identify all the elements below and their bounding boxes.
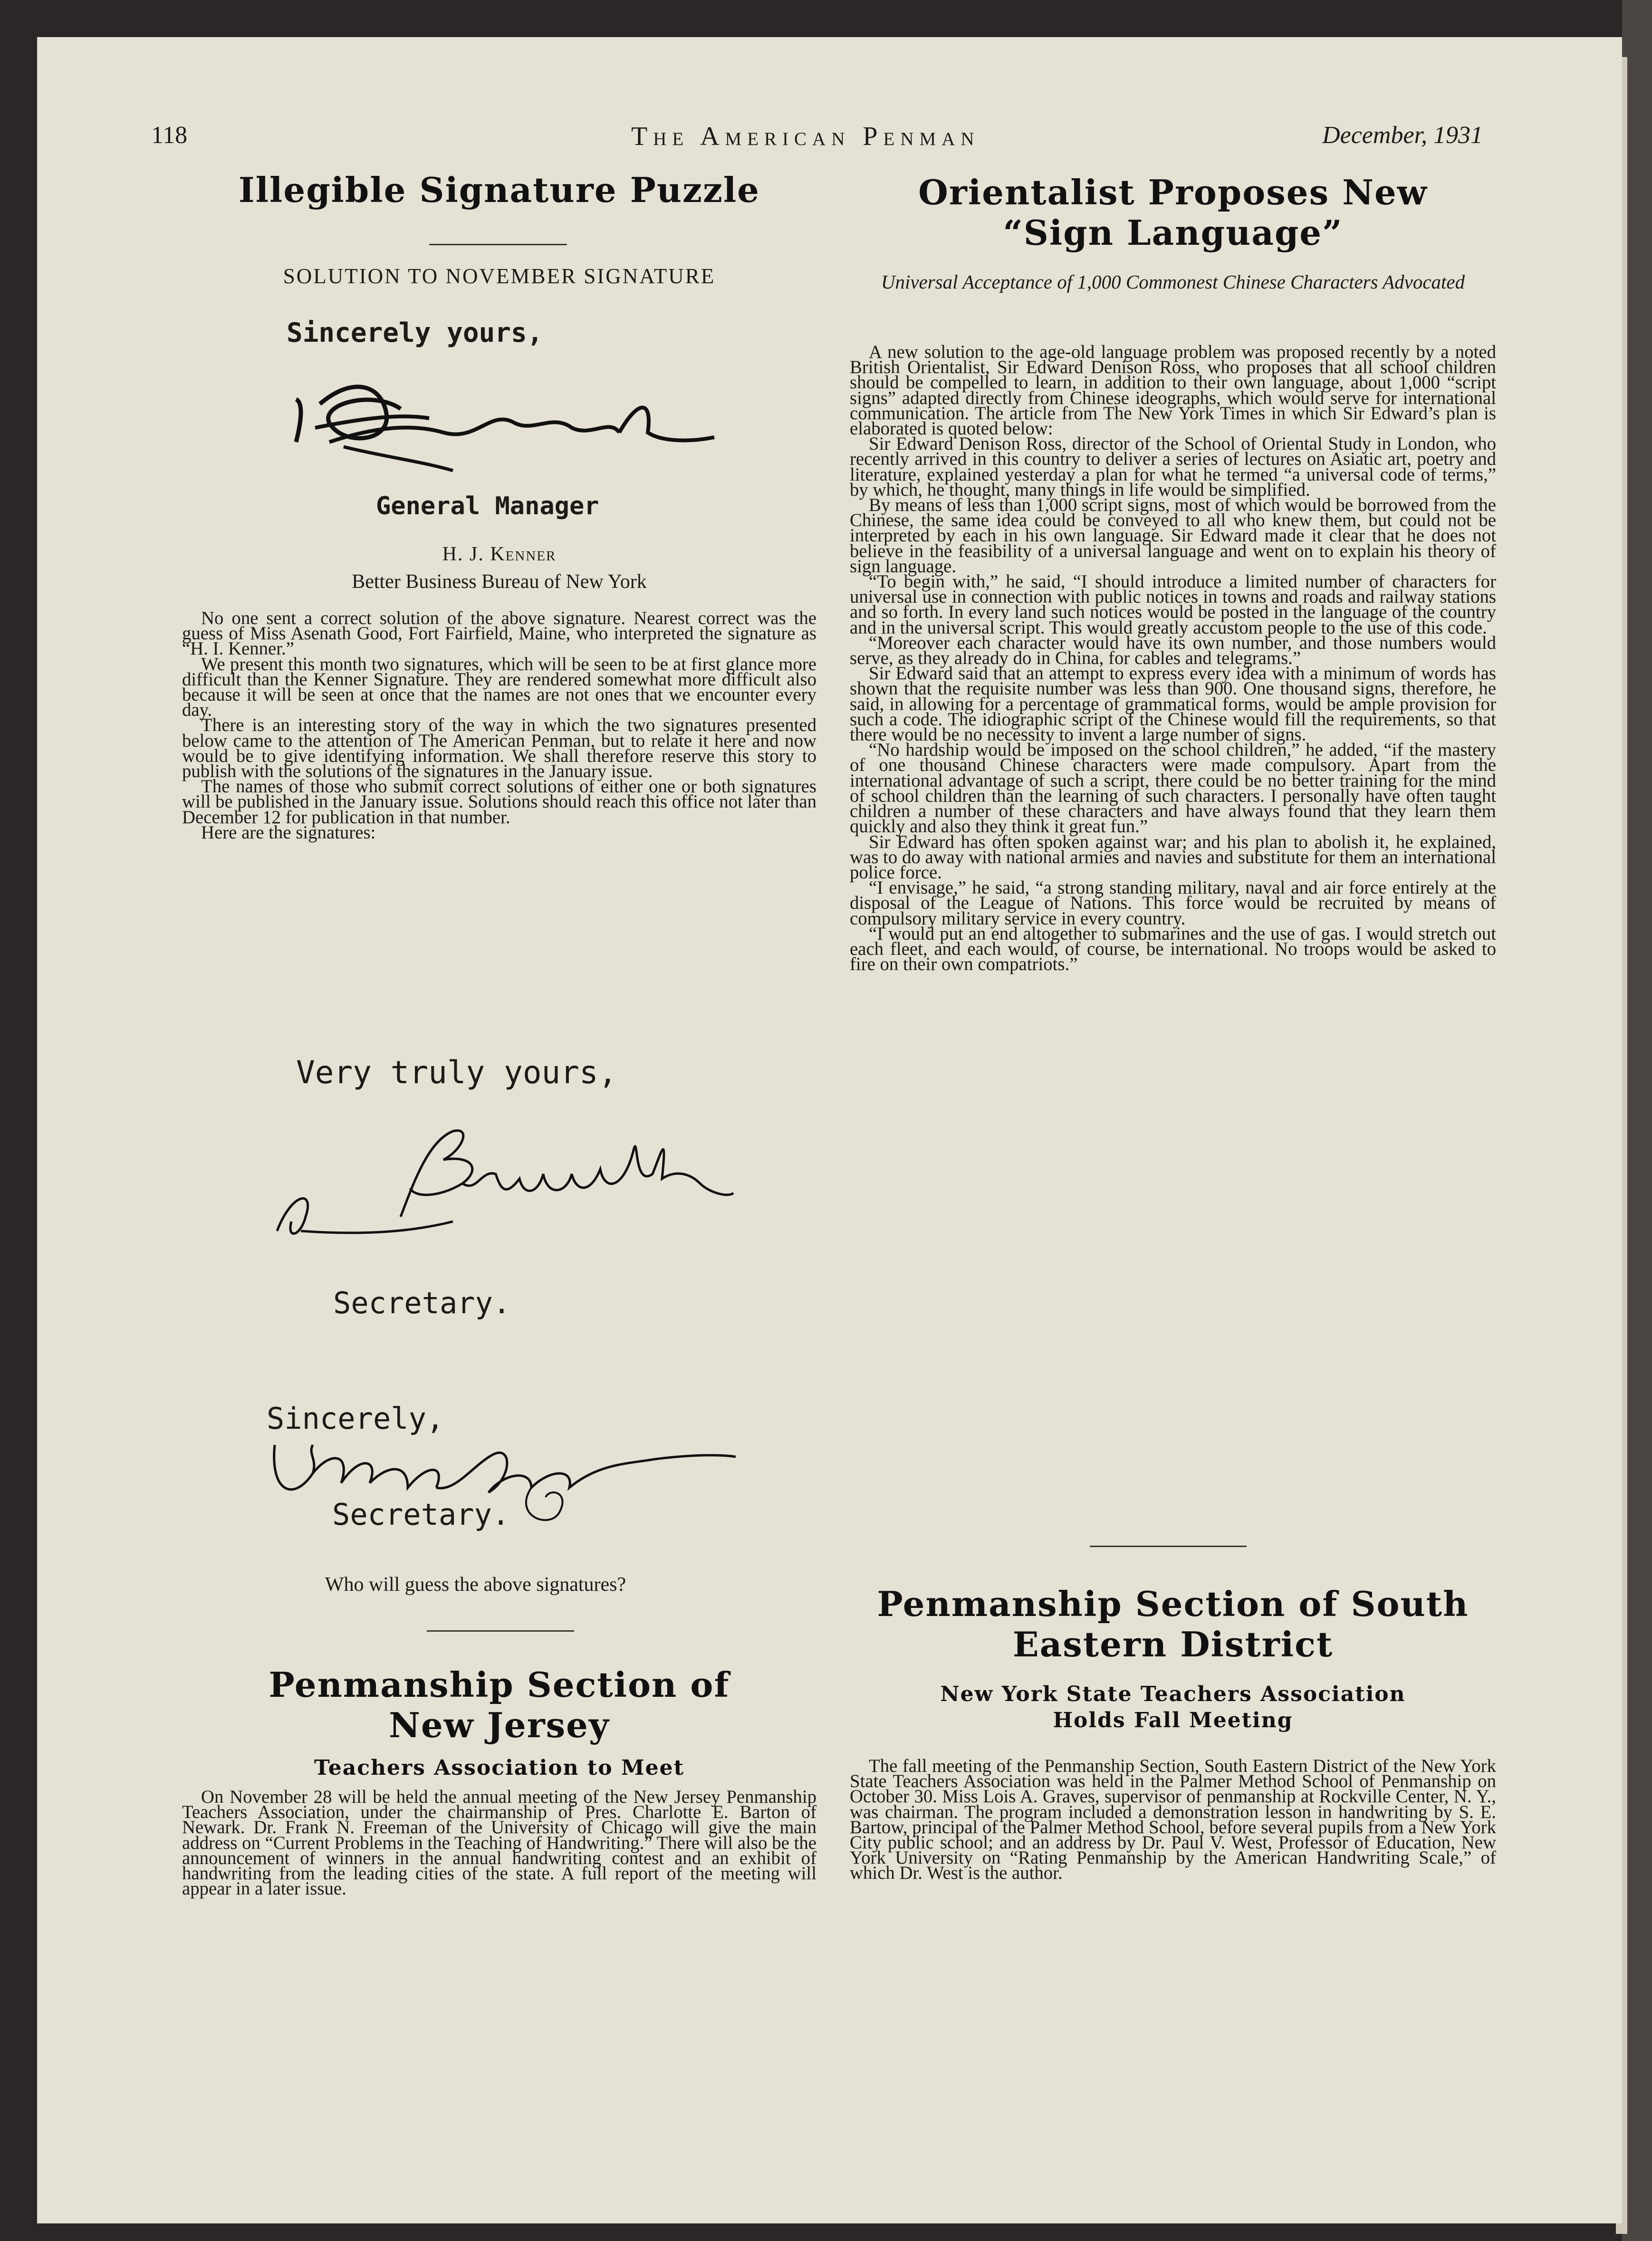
right-column [850,0,1496,2241]
nj-subtitle: Teachers Association to Meet [314,1756,684,1780]
se-title-line1: Penmanship Section of South [877,1584,1469,1624]
se-subtitle-line2: Holds Fall Meeting [1053,1708,1293,1732]
orientalist-paragraph: “Moreover each character would have its own number, and those numbers would serve, as they already do in China, for cables and telegrams.” [850,632,1496,669]
nj-body [182,1787,816,1899]
nj-paragraph: On November 28 will be held the annual meeting of the New Jersey Penmanship Teachers Association, under the chairmanship of Pres. Charlotte E. Barton of Newark. Dr. Frank N. Freeman of the University of Chicago will give the main address on “Current Problems in the Teaching of Handwriting.” There will also be the announcement of winners in the annual handwriting contest and an exhibit of handwriting from the leading cities of the state. A full report of the meeting will appear in a later issue. [182,1787,816,1899]
orientalist-paragraph: Sir Edward said that an attempt to express every idea with a minimum of words has shown that the requisite number was less than 900. One thousand signs, therefore, he said, in allowing for a percentage of grammatical forms, would be ample provision for such a code. The idiographic script of the Chinese would fill the requirements, so that there would be no necessity to invent a large number of signs. [850,663,1496,745]
orientalist-title-line1: Orientalist Proposes New [918,172,1428,212]
puzzle-paragraph: We present this month two signatures, which will be seen to be at first glance more difficult than the Kenner Signature. They are rendered somewhat more difficult also because it will be seen at once that the names are not ones that we encounter every day. [182,654,816,721]
orientalist-paragraph: Sir Edward has often spoken against war; and his plan to abolish it, he explained, was to do away with national armies and navies and substitute for them an international police force. [850,831,1496,883]
signature-two-close: Sincerely, [267,1401,444,1436]
guess-question: Who will guess the above signatures? [325,1574,626,1596]
solution-organization: Better Business Bureau of New York [352,571,647,593]
orientalist-paragraph: A new solution to the age-old language problem was proposed recently by a noted British Orientalist, Sir Edward Denison Ross, who proposes that all school children should be compelled to learn, in addition to their own language, about 1,000 “script signs” adapted directly from Chinese ideographs, which would serve for international communication. The article from The New York Times in which Sir Edward’s plan is elaborated is quoted below: [850,342,1496,439]
orientalist-paragraph: “I would put an end altogether to submarines and the use of gas. I would stretch out each fleet, and each would, of course, be international. No troops would be asked to fire on their own compatriots.” [850,923,1496,975]
orientalist-paragraph: “No hardship would be imposed on the school children,” he added, “if the mastery of one thousand Chinese characters were made compulsory. Apart from the international advantage of such a script, there could be no better training for the mind of school children than the learning of such characters. I personally have often taught children a number of these characters and have always found that they learn them quickly and also they think it great fun.” [850,740,1496,837]
orientalist-subtitle: Universal Acceptance of 1,000 Commonest Chinese Characters Advocated [881,271,1465,293]
divider-rule [429,244,567,245]
left-column [182,0,816,2241]
page-number: 118 [151,122,188,149]
puzzle-paragraph: There is an interesting story of the way in which the two signatures presented below came to the attention of The American Penman, but to relate it here and now would be to give identifying information. We shall therefore reserve this story to publish with the solutions of the signatures in the January issue. [182,715,816,782]
solution-name: H. J. Kenner [442,543,557,565]
kenner-signature-title: General Manager [376,492,599,520]
journal-title: The American Penman [631,122,980,151]
puzzle-body [182,608,816,843]
se-paragraph: The fall meeting of the Penmanship Section, South Eastern District of the New York State Teachers Association was held in the Palmer Method School of Penmanship on October 30. Miss Lois A. Graves, supervisor of penmanship at Rockville Center, N. Y., was chairman. The program included a demonstration lesson in handwriting by S. E. Bartow, principal of the Palmer Method School, before several pupils from a New York City public school; and an address by Dr. Paul V. West, Professor of Education, New York University on “Rating Penmanship by the American Handwriting Scale,” of which Dr. West is the author. [850,1756,1496,1884]
orientalist-body [850,342,1496,975]
divider-rule [1090,1546,1247,1547]
puzzle-subtitle: SOLUTION TO NOVEMBER SIGNATURE [283,264,716,288]
orientalist-paragraph: “I envisage,” he said, “a strong standing military, naval and air force entirely at the disposal of the League of Nations. This force would be recruited by means of compulsory military service in every country. [850,877,1496,929]
orientalist-title-line2: “Sign Language” [1003,212,1343,253]
divider-rule [427,1630,574,1632]
signature-two-title: Secretary. [332,1497,510,1532]
orientalist-paragraph: By means of less than 1,000 script signs, most of which would be borrowed from the Chinese, the same idea could be conveyed to all who knew them, but could not be interpreted by each in his own language. Sir Edward made it clear that he does not believe in the feasibility of a universal language and went on to explain his theory of sign language. [850,495,1496,577]
se-title-line2: Eastern District [1012,1624,1334,1664]
orientalist-paragraph: Sir Edward Denison Ross, director of the School of Oriental Study in London, who recently arrived in this country to deliver a series of lectures on Asiatic art, poetry and literature, explained yesterday a plan for what he termed “a universal code of terms,” by which, he thought, many things in life would be simplified. [850,433,1496,500]
nj-title-line1: Penmanship Section of [269,1664,730,1705]
signature-one-image [272,1122,738,1250]
signature-one-title: Secretary. [333,1286,511,1320]
puzzle-paragraph: The names of those who submit correct solutions of either one or both signatures will be published in the January issue. Solutions should reach this office not later than December 12 for publication in that number. [182,776,816,827]
kenner-signature-image [287,371,724,480]
orientalist-paragraph: “To begin with,” he said, “I should introduce a limited number of characters for universal use in connection with public notices in towns and roads and railway stations and so forth. In every land such notices would be posted in the language of the country and in the universal script. This would greatly accustom people to the use of this code. [850,571,1496,638]
nj-title-line2: New Jersey [389,1705,610,1745]
puzzle-paragraph: No one sent a correct solution of the above signature. Nearest correct was the guess of Miss Asenath Good, Fort Fairfield, Maine, who interpreted the signature as “H. I. Kenner.” [182,608,816,659]
kenner-signature-close: Sincerely yours, [287,317,543,348]
se-subtitle-line1: New York State Teachers Association [940,1682,1406,1706]
signature-one-close: Very truly yours, [296,1054,617,1091]
issue-date: December, 1931 [1322,122,1483,149]
puzzle-paragraph: Here are the signatures: [201,822,376,843]
puzzle-title: Illegible Signature Puzzle [239,170,760,210]
signature-two-image [265,1435,740,1549]
se-body [850,1756,1496,1884]
